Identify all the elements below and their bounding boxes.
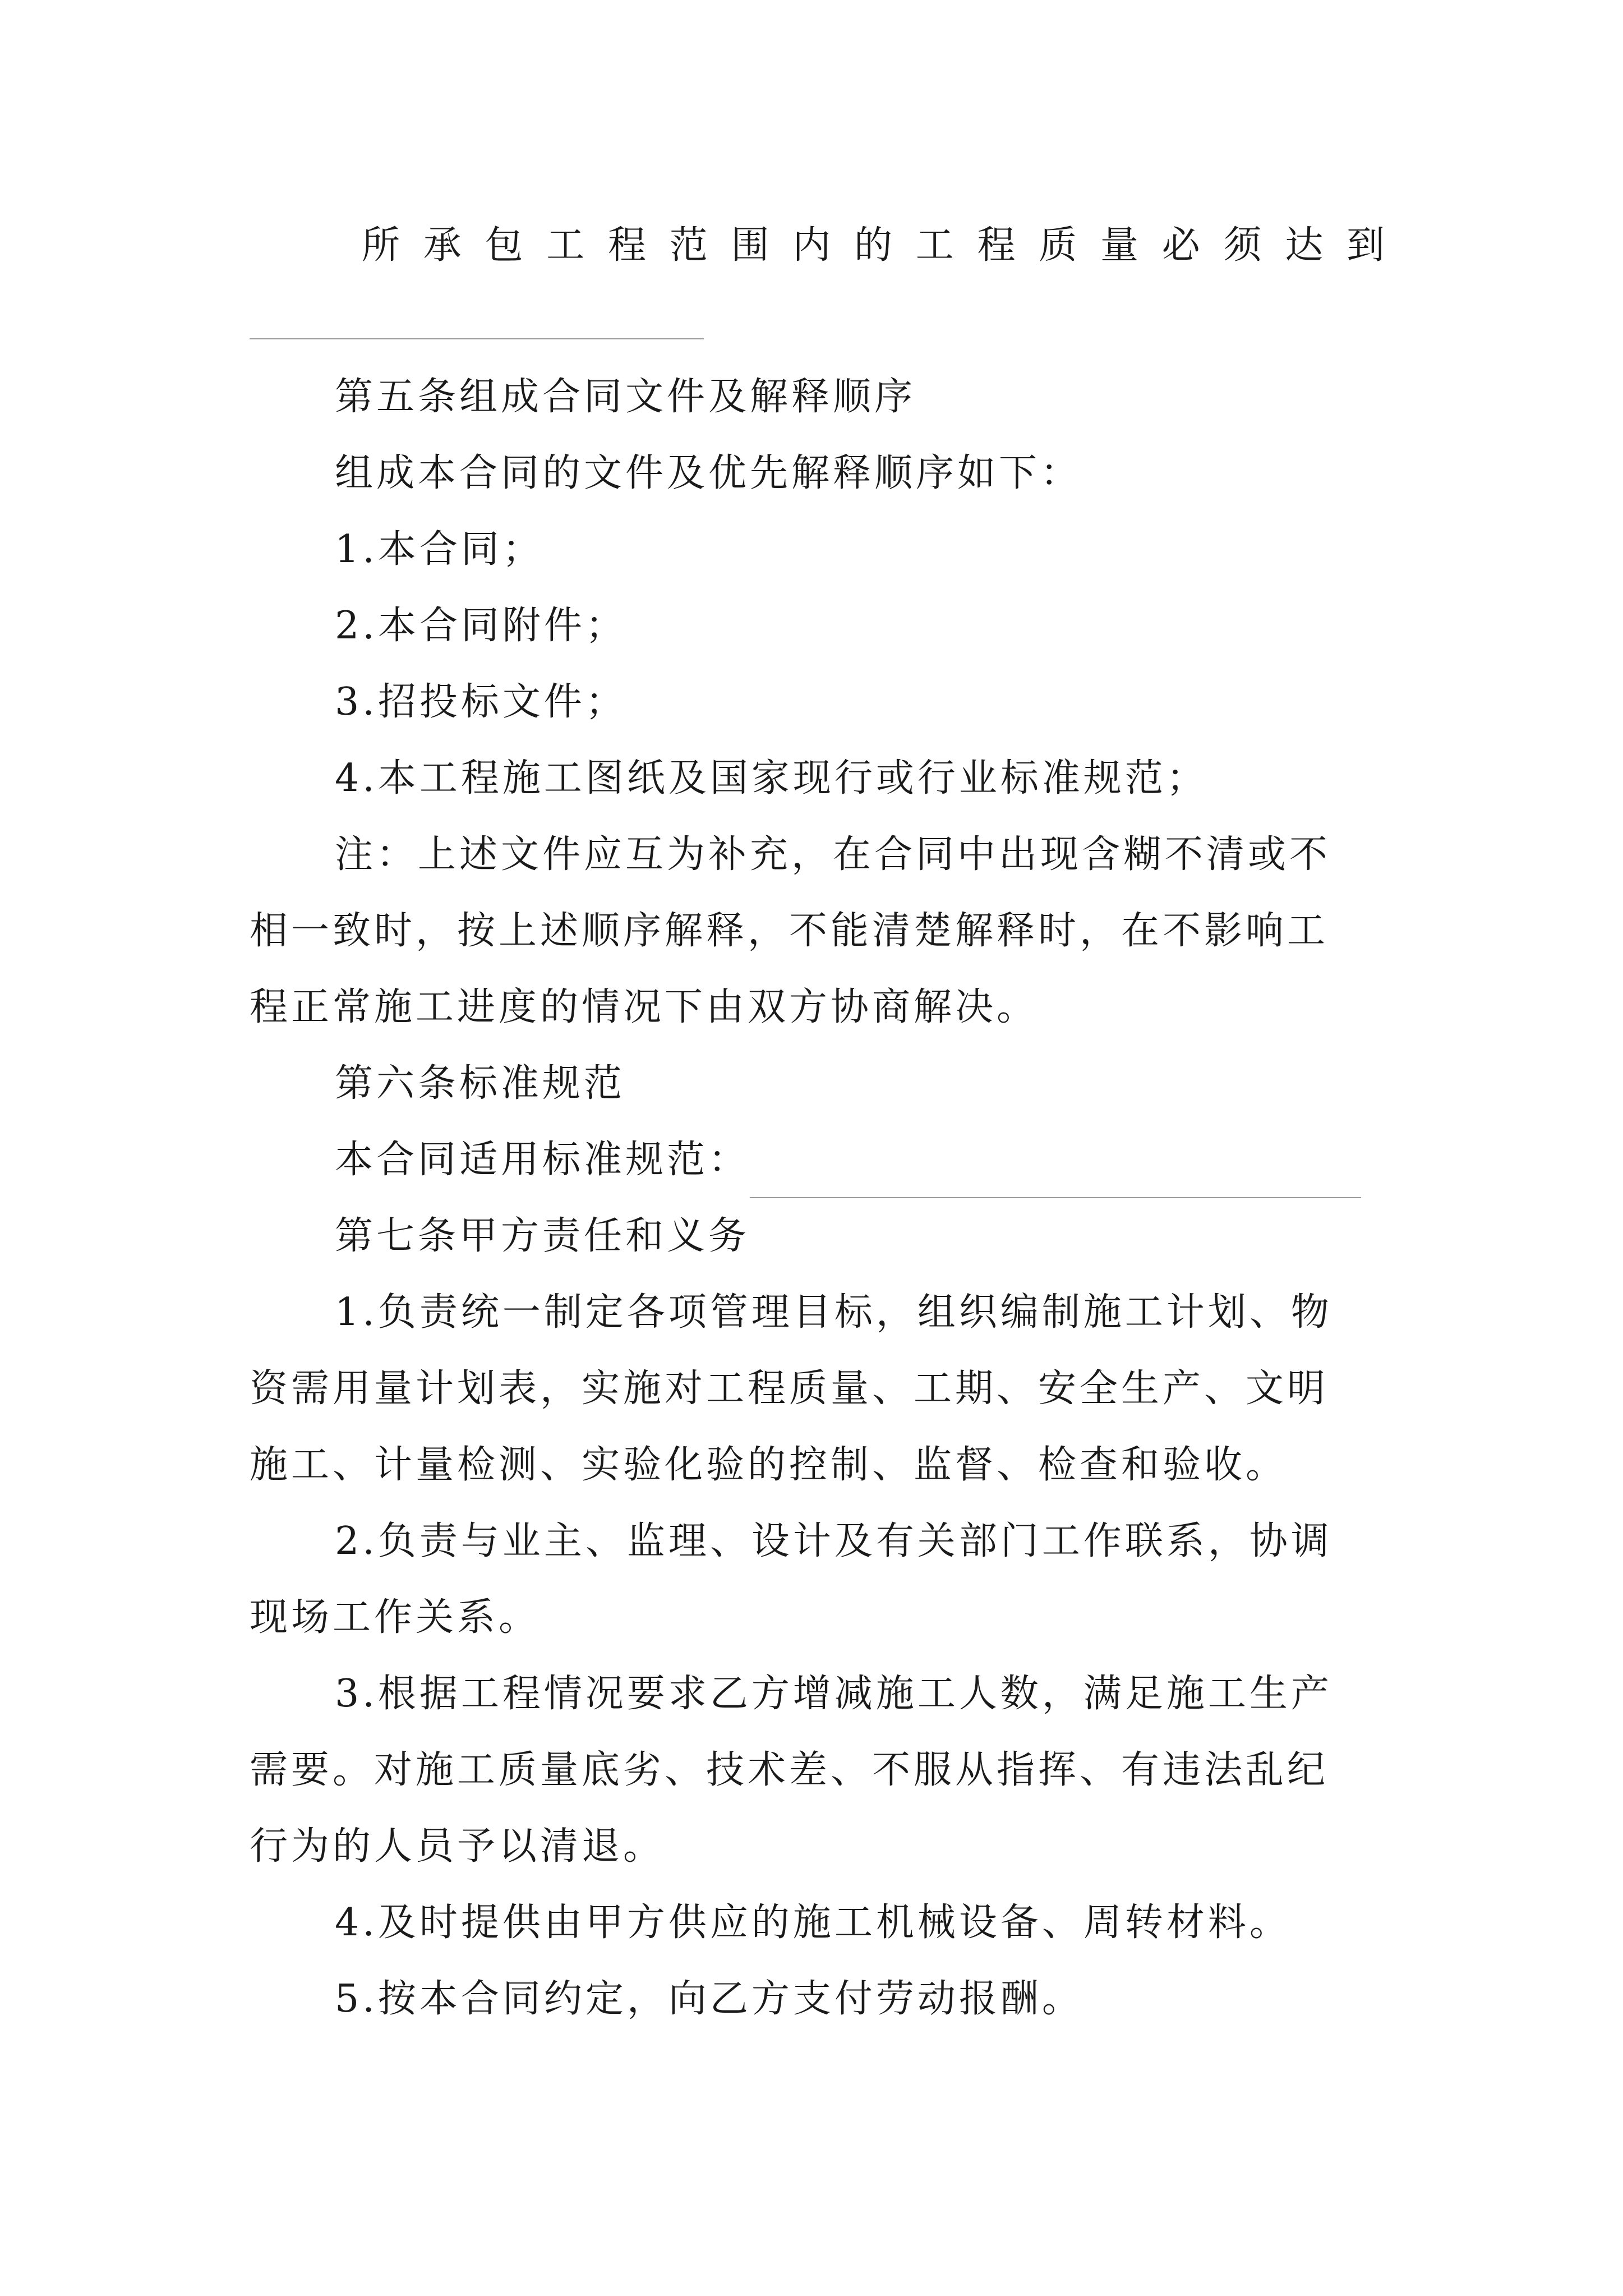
article5-title: 第五条组成合同文件及解释顺序 — [335, 375, 916, 419]
article5-note-line-3: 程正常施工进度的情况下由双方协商解决。 — [250, 985, 1039, 1029]
article6-label: 本合同适用标准规范： — [335, 1138, 750, 1182]
standard-spec-blank — [750, 1141, 1361, 1198]
article7-item1-line-3: 施工、计量检测、实验化验的控制、监督、检查和验收。 — [250, 1443, 1288, 1487]
article7-item1-line-2: 资需用量计划表，实施对工程质量、工期、安全生产、文明 — [250, 1366, 1329, 1411]
article5-item-4: 4.本工程施工图纸及国家现行或行业标准规范； — [335, 756, 1208, 800]
document-body-top — [250, 208, 1388, 284]
article7-item3-line-3: 行为的人员予以清退。 — [250, 1824, 665, 1869]
article7-item3-line-1: 3.根据工程情况要求乙方增减施工人数，满足施工生产 — [335, 1672, 1332, 1716]
article7-item5-line-1: 5.按本合同约定，向乙方支付劳动报酬。 — [335, 1977, 1083, 2021]
article5-note-line-1: 注：上述文件应互为补充，在合同中出现含糊不清或不 — [335, 832, 1331, 877]
article7-title: 第七条甲方责任和义务 — [335, 1214, 750, 1258]
first-line — [250, 208, 1388, 284]
article6-standard-row — [250, 1122, 1388, 1198]
quality-standard-blank — [250, 338, 704, 339]
document-body — [250, 359, 1388, 2037]
article6-title: 第六条标准规范 — [335, 1061, 626, 1106]
article7-item1-line-1: 1.负责统一制定各项管理目标，组织编制施工计划、物 — [335, 1290, 1332, 1335]
article7-item2-line-2: 现场工作关系。 — [250, 1595, 541, 1640]
article5-item-2: 2.本合同附件； — [335, 604, 627, 648]
article5-note-line-2: 相一致时，按上述顺序解释，不能清楚解释时，在不影响工 — [250, 909, 1329, 953]
article7-item2-line-1: 2.负责与业主、监理、设计及有关部门工作联系，协调 — [335, 1519, 1332, 1563]
article7-item4-line-1: 4.及时提供由甲方供应的施工机械设备、周转材料。 — [335, 1901, 1291, 1945]
article5-item-1: 1.本合同； — [335, 527, 544, 572]
article7-item3-line-2: 需要。对施工质量底劣、技术差、不服从指挥、有违法乱纪 — [250, 1748, 1329, 1792]
article5-intro: 组成本合同的文件及优先解释顺序如下： — [335, 451, 1082, 495]
first-line-text: 所承包工程范围内的工程质量必须达到 — [362, 223, 1388, 268]
article5-item-3: 3.招投标文件； — [335, 680, 627, 724]
